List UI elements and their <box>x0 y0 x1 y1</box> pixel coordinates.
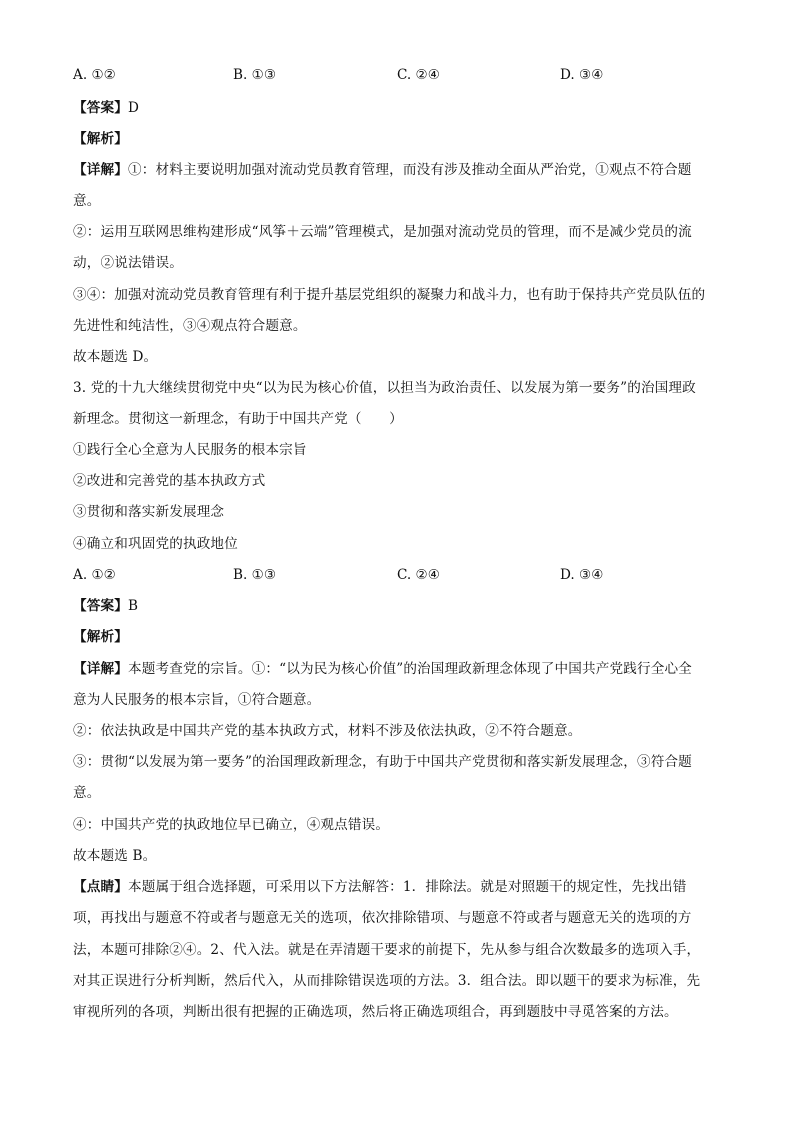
q3-stem-line: 3. 党的十九大继续贯彻党中央“以为民为核心价值，以担当为政治责任、以发展为第一要务”的治国理政 <box>73 380 696 396</box>
q3-item: ①践行全心全意为人民服务的根本宗旨 <box>73 442 307 458</box>
q2-options <box>73 65 723 85</box>
q2-analysis-label: 【解析】 <box>73 131 128 147</box>
q2-detail-line: ③④：加强对流动党员教育管理有利于提升基层党组织的凝聚力和战斗力，也有助于保持共产党员队伍的 <box>73 287 706 303</box>
q3-detail-line: ④：中国共产党的执政地位早已确立，④观点错误。 <box>73 817 390 833</box>
q3-conclusion: 故本题选 B。 <box>73 848 157 864</box>
q2-option-c: C. ②④ <box>397 67 440 83</box>
q2-detail-label: 【详解】 <box>73 162 128 178</box>
q3-detail-line: 【详解】本题考查党的宗旨。①：“以为民为核心价值”的治国理政新理念体现了中国共产党践行全心全 <box>73 661 692 677</box>
q3-option-c: C. ②④ <box>397 567 440 583</box>
q3-tip-line: 审视所列的各项，判断出很有把握的正确选项，然后将正确选项组合，再到题肢中寻觅答案的方法。 <box>73 1004 678 1020</box>
q2-conclusion: 故本题选 D。 <box>73 349 158 365</box>
q2-detail-line: 【详解】①：材料主要说明加强对流动党员教育管理，而没有涉及推动全面从严治党，①观点不符合题 <box>73 162 692 178</box>
q3-item: ③贯彻和落实新发展理念 <box>73 504 225 520</box>
q2-option-b: B. ①③ <box>233 67 277 83</box>
q2-answer <box>73 98 723 118</box>
q2-option-d: D. ③④ <box>560 67 604 83</box>
q2-detail-line: 意。 <box>73 193 101 209</box>
q2-answer-value: D <box>127 100 140 116</box>
q3-stem-line: 新理念。贯彻这一新理念，有助于中国共产党（ ） <box>73 411 403 427</box>
q3-answer-label: 【答案】 <box>73 598 128 614</box>
q3-detail-line: 意。 <box>73 785 101 801</box>
q3-options <box>73 565 723 585</box>
q3-tip-line: 项，再找出与题意不符或者与题意无关的选项，依次排除错项、与题意不符或者与题意无关的选项的方 <box>73 910 692 926</box>
q3-option-a: A. ①② <box>73 567 116 583</box>
q2-option-a: A. ①② <box>73 67 116 83</box>
q3-answer <box>73 596 723 616</box>
q3-detail-label: 【详解】 <box>73 661 128 677</box>
q3-option-d: D. ③④ <box>560 567 604 583</box>
q3-item: ④确立和巩固党的执政地位 <box>73 536 238 552</box>
q3-detail-line: ②：依法执政是中国共产党的基本执政方式，材料不涉及依法执政，②不符合题意。 <box>73 723 582 739</box>
q3-detail-line: ③：贯彻“以发展为第一要务”的治国理政新理念，有助于中国共产党贯彻和落实新发展理念，③符合题 <box>73 754 692 770</box>
q3-tip-label: 【点睛】 <box>73 879 128 895</box>
q3-detail-line: 意为人民服务的根本宗旨，①符合题意。 <box>73 692 321 708</box>
q2-detail-line: 先进性和纯洁性，③④观点符合题意。 <box>73 318 307 334</box>
q3-option-b: B. ①③ <box>233 567 277 583</box>
q3-tip-line: 【点睛】本题属于组合选择题，可采用以下方法解答：1．排除法。就是对照题干的规定性，先找出错 <box>73 879 687 895</box>
q3-tip-line: 法，本题可排除②④。2、代入法。就是在弄清题干要求的前提下，先从参与组合次数最多的选项入手， <box>73 942 701 958</box>
q3-analysis-label: 【解析】 <box>73 629 128 645</box>
q3-answer-value: B <box>127 598 139 614</box>
q2-detail-line: ②：运用互联网思维构建形成“风筝＋云端”管理模式，是加强对流动党员的管理，而不是减少党员的流 <box>73 224 692 240</box>
q2-answer-label: 【答案】 <box>73 100 128 116</box>
q2-detail-line: 动，②说法错误。 <box>73 255 183 271</box>
q3-tip-line: 对其正误进行分析判断，然后代入，从而排除错误选项的方法。3．组合法。即以题干的要求为标准，先 <box>73 973 701 989</box>
q3-item: ②改进和完善党的基本执政方式 <box>73 473 266 489</box>
